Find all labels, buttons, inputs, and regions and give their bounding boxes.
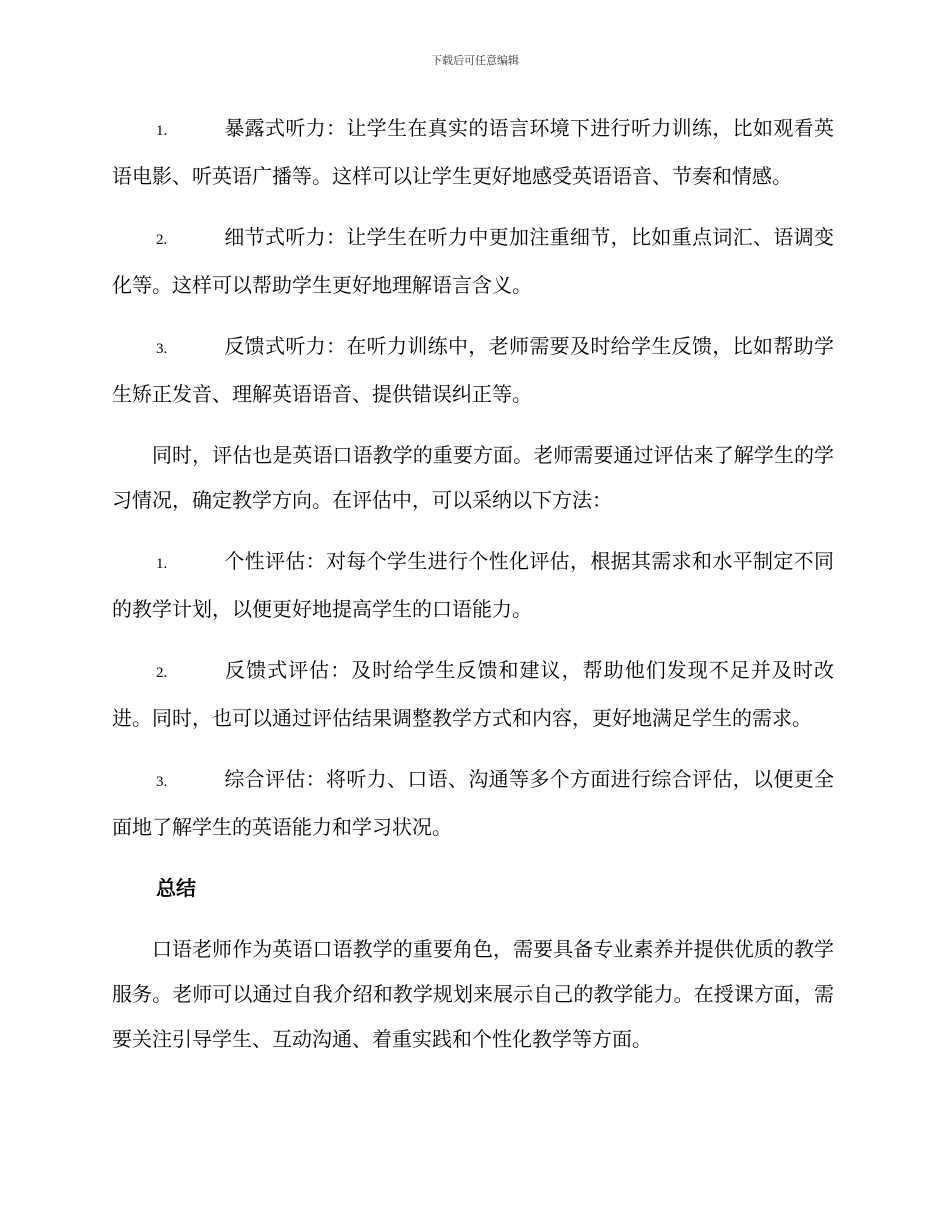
list-item-text: 反馈式评估：及时给学生反馈和建议，帮助他们发现不足并及时改进。同时，也可以通过评估结果调整教学方式和内容，更好地满足学生的需求。 [112,658,834,730]
evaluation-intro-paragraph: 同时，评估也是英语口语教学的重要方面。老师需要通过评估来了解学生的学习情况，确定教学方向。在评估中，可以采纳以下方法： [112,443,834,512]
summary-paragraph: 口语老师作为英语口语教学的重要角色，需要具备专业素养并提供优质的教学服务。老师可以通过自我介绍和教学规划来展示自己的教学能力。在授课方面，需要关注引导学生、互动沟通、着重实践和个性化教学等方面。 [112,937,834,1051]
list-number: 3. [156,341,168,357]
list-item-text: 暴露式听力：让学生在真实的语言环境下进行听力训练，比如观看英语电影、听英语广播等。这样可以让学生更好地感受英语语音、节奏和情感。 [112,116,834,188]
list-number: 1. [156,556,168,572]
listening-item-1 [112,106,834,199]
list-item-text: 细节式听力：让学生在听力中更加注重细节，比如重点词汇、语调变化等。这样可以帮助学生更好地理解语言含义。 [112,225,834,297]
list-number: 2. [156,232,168,248]
evaluation-item-1 [112,539,834,632]
list-number: 1. [156,123,168,139]
document-body [112,106,834,1062]
list-item-text: 个性评估：对每个学生进行个性化评估，根据其需求和水平制定不同的教学计划，以便更好地提高学生的口语能力。 [112,549,834,621]
summary-heading: 总结 [156,876,196,900]
page-header: 下载后可任意编辑 [431,54,519,67]
list-item-text: 反馈式听力：在听力训练中，老师需要及时给学生反馈，比如帮助学生矫正发音、理解英语语音、提供错误纠正等。 [112,334,834,406]
listening-item-2 [112,215,834,308]
listening-item-3 [112,324,834,417]
list-item-text: 综合评估：将听力、口语、沟通等多个方面进行综合评估，以便更全面地了解学生的英语能力和学习状况。 [112,767,834,839]
list-number: 3. [156,774,168,790]
evaluation-item-3 [112,757,834,850]
list-number: 2. [156,665,168,681]
evaluation-item-2 [112,648,834,741]
